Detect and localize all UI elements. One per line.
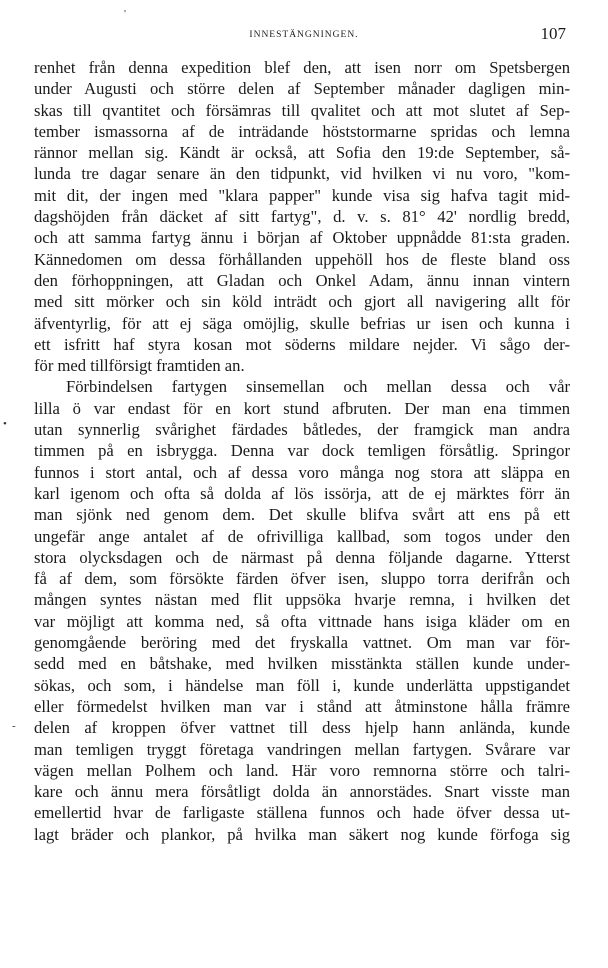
text-line: den förhoppningen, att Gladan och Onkel Adam, ännu innan vintern [34,270,570,290]
page-header [0,24,608,48]
text-line: Förbindelsen fartygen sinsemellan och mellan dessa och vår [66,377,570,397]
page-number: 107 [540,24,566,43]
text-line: delen af kroppen öfver vattnet till dess hjelp hann anlända, kunde [34,718,570,738]
text-line: lilla ö var endast för en kort stund afbruten. Der man ena timmen [34,398,570,418]
text-line: få af dem, som försökte färden öfver isen, sluppo torra derifrån och [34,569,570,589]
text-line: stora olycksdagen och de närmast på denna följande dagarne. Ytterst [34,547,570,567]
text-line: timmen på en isbrygga. Denna var dock temligen försåtlig. Springor [34,441,570,461]
margin-mark-paragraph: • [3,418,7,430]
text-line: eller förmedelst hvilken man var i stånd att åtminstone hålla främre [34,696,570,716]
text-line: kare och ännu mera försåtligt dolda än annorstädes. Snart visste man [34,782,570,802]
text-line: skas till qvantitet och försämras till qvalitet och att mot slutet af Sep- [34,100,570,120]
text-line: utan synnerlig svårighet färdades båtledes, der framgick man andra [34,420,570,440]
text-line: renhet från denna expedition blef den, att isen norr om Spetsbergen [34,58,570,77]
text-line: dagshöjden från däcket af sitt fartyg", d. v. s. 81° 42' nordlig bredd, [34,207,570,227]
text-line: lagt bräder och plankor, på hvilka man säkert nog kunde förfoga sig [34,824,570,844]
text-line: karl igenom och ofta så dolda af lös issörja, att de ej märktes förr än [34,483,570,503]
body-text [34,57,570,845]
text-line: sedd med en båtshake, med hvilken misstänkta ställen kunde under- [34,654,570,674]
text-line: sökas, och som, i händelse man föll i, kunde underlätta uppstigandet [34,675,570,695]
text-line: Kännedomen om dessa förhållanden uppehöll hos de fleste bland oss [34,249,570,269]
margin-mark-dash: - [12,720,16,732]
paragraph-2 [34,376,570,845]
text-line: ungefär ange antalet af de ofrivilliga kallbad, som togos under den [34,526,570,546]
stray-mark-top: ' [124,8,126,20]
text-line: med sitt mörker och sin köld inträdt och gjort all navigering allt för [34,292,570,312]
text-line: emellertid hvar de farligaste ställena funnos och hade öfver dessa ut- [34,803,570,823]
text-line: lunda tre dagar senare än den tidpunkt, vid hvilken vi nu voro, "kom- [34,164,570,184]
text-line: rännor mellan sig. Kändt är också, att Sofia den 19:de September, så- [34,143,570,163]
text-line: och att samma fartyg ännu i början af Oktober uppnådde 81:sta graden. [34,228,570,248]
text-line: var möjligt att komma ned, så ofta vittnade hans isiga kläder om en [34,611,570,631]
text-line: ett isfritt haf styra kosan mot söderns mildare nejder. Vi sågo der- [34,334,570,354]
paragraph-1 [34,57,570,376]
text-line: under Augusti och större delen af September månader dagligen min- [34,79,570,99]
text-line: mit dit, der ingen med "klara papper" kunde visa sig hafva tagit mid- [34,185,570,205]
text-line: vägen mellan Polhem och land. Här voro remnorna större och talri- [34,760,570,780]
text-line: mången syntes nästan med flit uppsöka hvarje remna, i hvilken det [34,590,570,610]
text-line: tember ismassorna af de inträdande höststormarne spridas och lemna [34,121,570,141]
text-line: man temligen tryggt företaga vandringen mellan fartygen. Svårare var [34,739,570,759]
text-line: funnos i stort antal, och af dessa voro många nog stora att släppa en [34,462,570,482]
running-head: INNESTÄNGNINGEN. [249,30,359,40]
text-line: genomgående beröring med det fryskalla vattnet. Om man var för- [34,633,570,653]
text-line: man sjönk ned genom dem. Det skulle blifva svårt att ens på ett [34,505,570,525]
text-line: äfventyrlig, för att ej säga omöjlig, skulle befrias ur isen och kunna i [34,313,570,333]
text-line: för med tillförsigt framtiden an. [34,356,245,376]
